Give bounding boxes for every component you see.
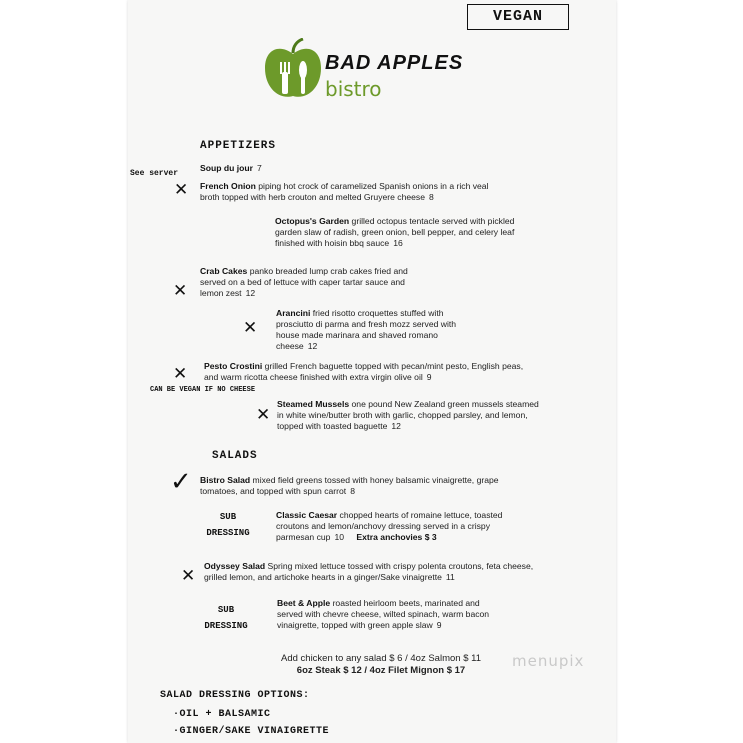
dressing-option: ·GINGER/SAKE VINAIGRETTE	[173, 726, 330, 737]
dish-pesto-crostini	[204, 361, 530, 383]
dish-desc: panko breaded lump crab cakes fried and served on a bed of lettuce with caper tartar sauce and lemon zest	[200, 266, 408, 298]
salad-addons	[245, 653, 517, 677]
dressing-options-heading: SALAD DRESSING OPTIONS:	[160, 690, 310, 701]
dish-name: Crab Cakes	[200, 266, 248, 276]
dish-crab-cakes	[200, 266, 415, 299]
dish-arancini	[276, 308, 468, 352]
dish-desc: piping hot crock of caramelized Spanish onions in a rich veal broth topped with herb crouton and melted Gruyere cheese	[200, 181, 489, 202]
dish-price: 12	[245, 288, 256, 298]
sub-dressing-note: SUB DRESSING	[206, 512, 250, 538]
watermark: menupix	[512, 652, 585, 670]
dish-name: Bistro Salad	[200, 475, 251, 485]
dish-name: Pesto Crostini	[204, 361, 263, 371]
dish-name: Beet & Apple	[277, 598, 331, 608]
dish-bistro-salad	[200, 475, 505, 497]
addon-line: Add chicken to any salad $ 6 / 4oz Salmon $ 11	[281, 653, 481, 664]
dish-price: 7	[257, 163, 262, 173]
x-mark-icon: ✕	[173, 281, 188, 301]
dressing-option: ·OIL + BALSAMIC	[173, 709, 271, 720]
dish-name: French Onion	[200, 181, 256, 191]
x-mark-icon: ✕	[173, 364, 188, 384]
vegan-tag: VEGAN	[467, 4, 569, 30]
dish-french-onion	[200, 181, 500, 203]
dish-price: 8	[350, 486, 355, 496]
addon-line: 6oz Steak $ 12 / 4oz Filet Mignon $ 17	[296, 665, 466, 676]
dish-desc: one pound New Zealand green mussels steamed in white wine/butter broth with garlic, chopped parsley, and lemon, topped with toasted baguette	[277, 399, 539, 431]
check-mark-icon: ✓	[170, 467, 192, 497]
dish-price: 12	[391, 421, 401, 431]
appetizers-heading: APPETIZERS	[200, 140, 277, 152]
dish-desc: fried risotto croquettes stuffed with prosciutto di parma and fresh mozz served with house made marinara and shaved romano cheese	[276, 308, 457, 351]
dish-classic-caesar	[276, 510, 528, 543]
dish-price: 12	[307, 341, 318, 351]
salads-heading: SALADS	[212, 450, 258, 462]
dish-desc: mixed field greens tossed with honey balsamic vinaigrette, grape tomatoes, and topped with spun carrot	[200, 475, 499, 496]
dish-beet-apple	[277, 598, 499, 631]
dish-price: 9	[436, 620, 442, 630]
x-mark-icon: ✕	[181, 566, 196, 586]
dish-odyssey-salad	[204, 561, 534, 583]
dish-desc: chopped hearts of romaine lettuce, toasted croutons and lemon/anchovy dressing served in a crispy parmesan cup	[276, 510, 503, 542]
dish-name: Odyssey Salad	[204, 561, 266, 571]
dish-octopus-garden	[275, 216, 535, 249]
x-mark-icon: ✕	[174, 180, 189, 200]
dish-name: Soup du jour	[200, 163, 253, 173]
dish-price: 16	[393, 238, 403, 248]
dish-desc: grilled French baguette topped with pecan/mint pesto, English peas, and warm ricotta cheese finished with extra virgin olive oil	[204, 361, 524, 382]
logo-name: BAD APPLES	[325, 52, 464, 74]
dish-name: Arancini	[276, 308, 311, 318]
x-mark-icon: ✕	[256, 405, 271, 425]
vegan-if-no-cheese-note: CAN BE VEGAN IF NO CHEESE	[150, 386, 256, 394]
dish-price: 11	[445, 572, 455, 582]
sub-dressing-note: SUB DRESSING	[204, 605, 248, 631]
dish-soup	[200, 163, 262, 174]
see-server-note: See server	[130, 169, 179, 178]
logo-subtitle: bistro	[325, 77, 382, 101]
dish-name: Classic Caesar	[276, 510, 338, 520]
dish-desc: roasted heirloom beets, marinated and served with chevre cheese, wilted spinach, warm bacon vinaigrette, topped with green apple slaw	[277, 598, 490, 630]
dish-name: Steamed Mussels	[277, 399, 350, 409]
extra-anchovies: Extra anchovies $ 3	[356, 532, 437, 542]
dish-desc: grilled octopus tentacle served with pickled garden slaw of radish, green onion, bell pepper, and celery leaf finished with hoisin bbq sauce	[275, 216, 515, 248]
dish-desc: Spring mixed lettuce tossed with crispy polenta croutons, feta cheese, grilled lemon, and artichoke hearts in a ginger/Sake vinaigrette	[204, 561, 534, 582]
dish-name: Octopus's Garden	[275, 216, 350, 226]
apple-logo-icon	[263, 38, 323, 102]
x-mark-icon: ✕	[243, 318, 258, 338]
dish-price: 9	[426, 372, 432, 382]
dish-steamed-mussels	[277, 399, 547, 432]
dish-price: 10	[334, 532, 345, 542]
dish-price: 8	[429, 192, 434, 202]
